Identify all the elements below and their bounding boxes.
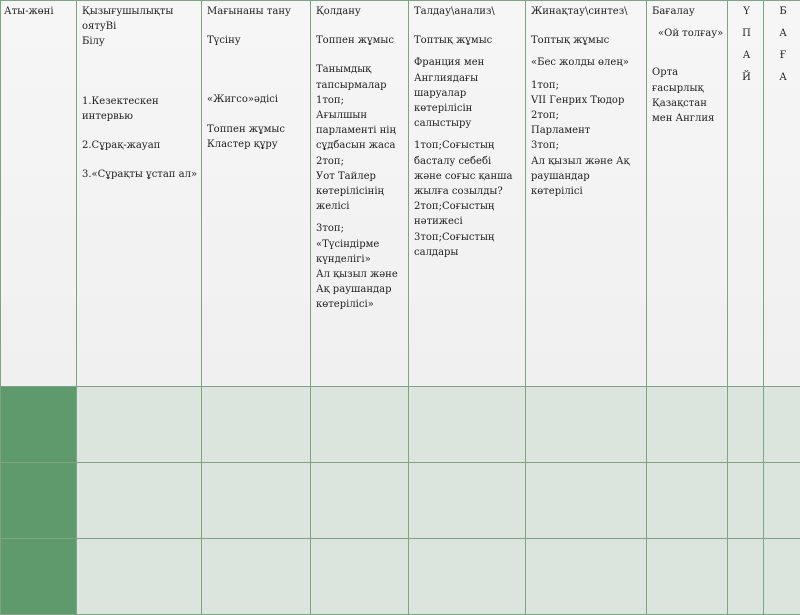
table-cell[interactable]: [526, 387, 647, 463]
table-cell[interactable]: [202, 387, 311, 463]
header-evaluation-title: Бағалау: [652, 4, 724, 19]
table-row: [1, 539, 800, 615]
apply-line: 3топ;: [316, 221, 405, 236]
apply-line: Танымдық тапсырмалар: [316, 62, 405, 92]
analysis-line: Франция мен Англиядағы шаруалар көтерілісін салыстыру: [414, 55, 522, 131]
header-meaning-title: Мағынаны тану: [207, 4, 307, 19]
analysis-line: Топтық жұмыс: [414, 33, 522, 48]
table-cell[interactable]: [526, 539, 647, 615]
table-cell[interactable]: [647, 539, 728, 615]
apply-line: Ал қызыл және Ақ раушандар көтерілісі»: [316, 267, 405, 313]
table-cell[interactable]: [77, 463, 202, 539]
header-cell-interest: [77, 1, 202, 387]
table-cell[interactable]: [311, 387, 409, 463]
baga-letter: Ғ: [769, 48, 797, 63]
header-cell-analysis: [409, 1, 526, 387]
header-row: [1, 1, 800, 387]
synthesis-line: VII Генрих Тюдор: [531, 93, 643, 108]
table-cell[interactable]: [526, 463, 647, 539]
table-cell[interactable]: [764, 463, 800, 539]
header-meaning-subtitle: Түсіну: [207, 33, 307, 48]
meaning-item-1: «Жигсо»әдісі: [207, 92, 307, 107]
meaning-item-2: Топпен жұмыс Кластер құру: [207, 122, 307, 152]
table-cell[interactable]: [409, 463, 526, 539]
header-apply-title: Қолдану: [316, 4, 405, 19]
table-cell-name[interactable]: [1, 463, 77, 539]
synthesis-line: 2топ;: [531, 108, 643, 123]
analysis-line: 2топ;Соғыстың нәтижесі: [414, 199, 522, 229]
table-cell[interactable]: [647, 463, 728, 539]
synthesis-line: Ал қызыл және Ақ раушандар көтерілісі: [531, 154, 643, 200]
table-cell[interactable]: [202, 463, 311, 539]
table-cell[interactable]: [409, 539, 526, 615]
synthesis-line: «Бес жолды өлең»: [531, 55, 643, 70]
table-cell[interactable]: [311, 539, 409, 615]
header-name-label: Аты-жөні: [4, 4, 73, 19]
baga-letter: А: [769, 70, 797, 85]
baga-letter: А: [769, 26, 797, 41]
apply-line: Уот Тайлер көтерілісінің желісі: [316, 169, 405, 215]
header-cell-apply: [311, 1, 409, 387]
header-cell-baga: [764, 1, 800, 387]
header-cell-meaning: [202, 1, 311, 387]
evaluation-line: «Ой толғау»: [652, 26, 724, 41]
analysis-line: 1топ;Соғыстың басталу себебі және соғыс қанша жылға созылды?: [414, 138, 522, 199]
header-analysis-title: Талдау\анализ\: [414, 4, 522, 19]
synthesis-line: Парламент: [531, 123, 643, 138]
upai-letter: Ү: [733, 4, 760, 19]
header-cell-name: [1, 1, 77, 387]
header-cell-synthesis: [526, 1, 647, 387]
table-cell[interactable]: [409, 387, 526, 463]
table-cell[interactable]: [764, 539, 800, 615]
table-cell[interactable]: [311, 463, 409, 539]
header-cell-upai: [728, 1, 764, 387]
baga-letter: Б: [769, 4, 797, 19]
header-cell-evaluation: [647, 1, 728, 387]
apply-line: 2топ;: [316, 154, 405, 169]
header-interest-title: Қызығушылықты оятуBі: [82, 4, 198, 34]
interest-item-1: 1.Кезектескен интервью: [82, 94, 198, 124]
table-cell[interactable]: [764, 387, 800, 463]
table-cell-name[interactable]: [1, 387, 77, 463]
table-cell[interactable]: [77, 387, 202, 463]
apply-line: «Түсіндірме күнделігі»: [316, 237, 405, 267]
table-cell[interactable]: [728, 463, 764, 539]
upai-letter: П: [733, 26, 760, 41]
upai-letter: Й: [733, 70, 760, 85]
header-interest-subtitle: Білу: [82, 34, 198, 49]
analysis-line: 3топ;Соғыстың салдары: [414, 230, 522, 260]
apply-line: 1топ;: [316, 93, 405, 108]
table-cell[interactable]: [647, 387, 728, 463]
table-cell[interactable]: [202, 539, 311, 615]
apply-line: Ағылшын парламенті нің сұдбасын жаса: [316, 108, 405, 154]
table-cell[interactable]: [728, 539, 764, 615]
table-cell[interactable]: [77, 539, 202, 615]
table-row: [1, 463, 800, 539]
header-synthesis-title: Жинақтау\синтез\: [531, 4, 643, 19]
interest-item-3: 3.«Сұрақты ұстап ал»: [82, 167, 198, 182]
table-row: [1, 387, 800, 463]
interest-item-2: 2.Сұрақ-жауап: [82, 138, 198, 153]
apply-line: Топпен жұмыс: [316, 33, 405, 48]
synthesis-line: 3топ;: [531, 138, 643, 153]
synthesis-line: 1топ;: [531, 78, 643, 93]
table-cell[interactable]: [728, 387, 764, 463]
table-cell-name[interactable]: [1, 539, 77, 615]
upai-letter: А: [733, 48, 760, 63]
evaluation-line: Орта ғасырлық Қазақстан мен Англия: [652, 65, 724, 126]
synthesis-line: Топтық жұмыс: [531, 33, 643, 48]
